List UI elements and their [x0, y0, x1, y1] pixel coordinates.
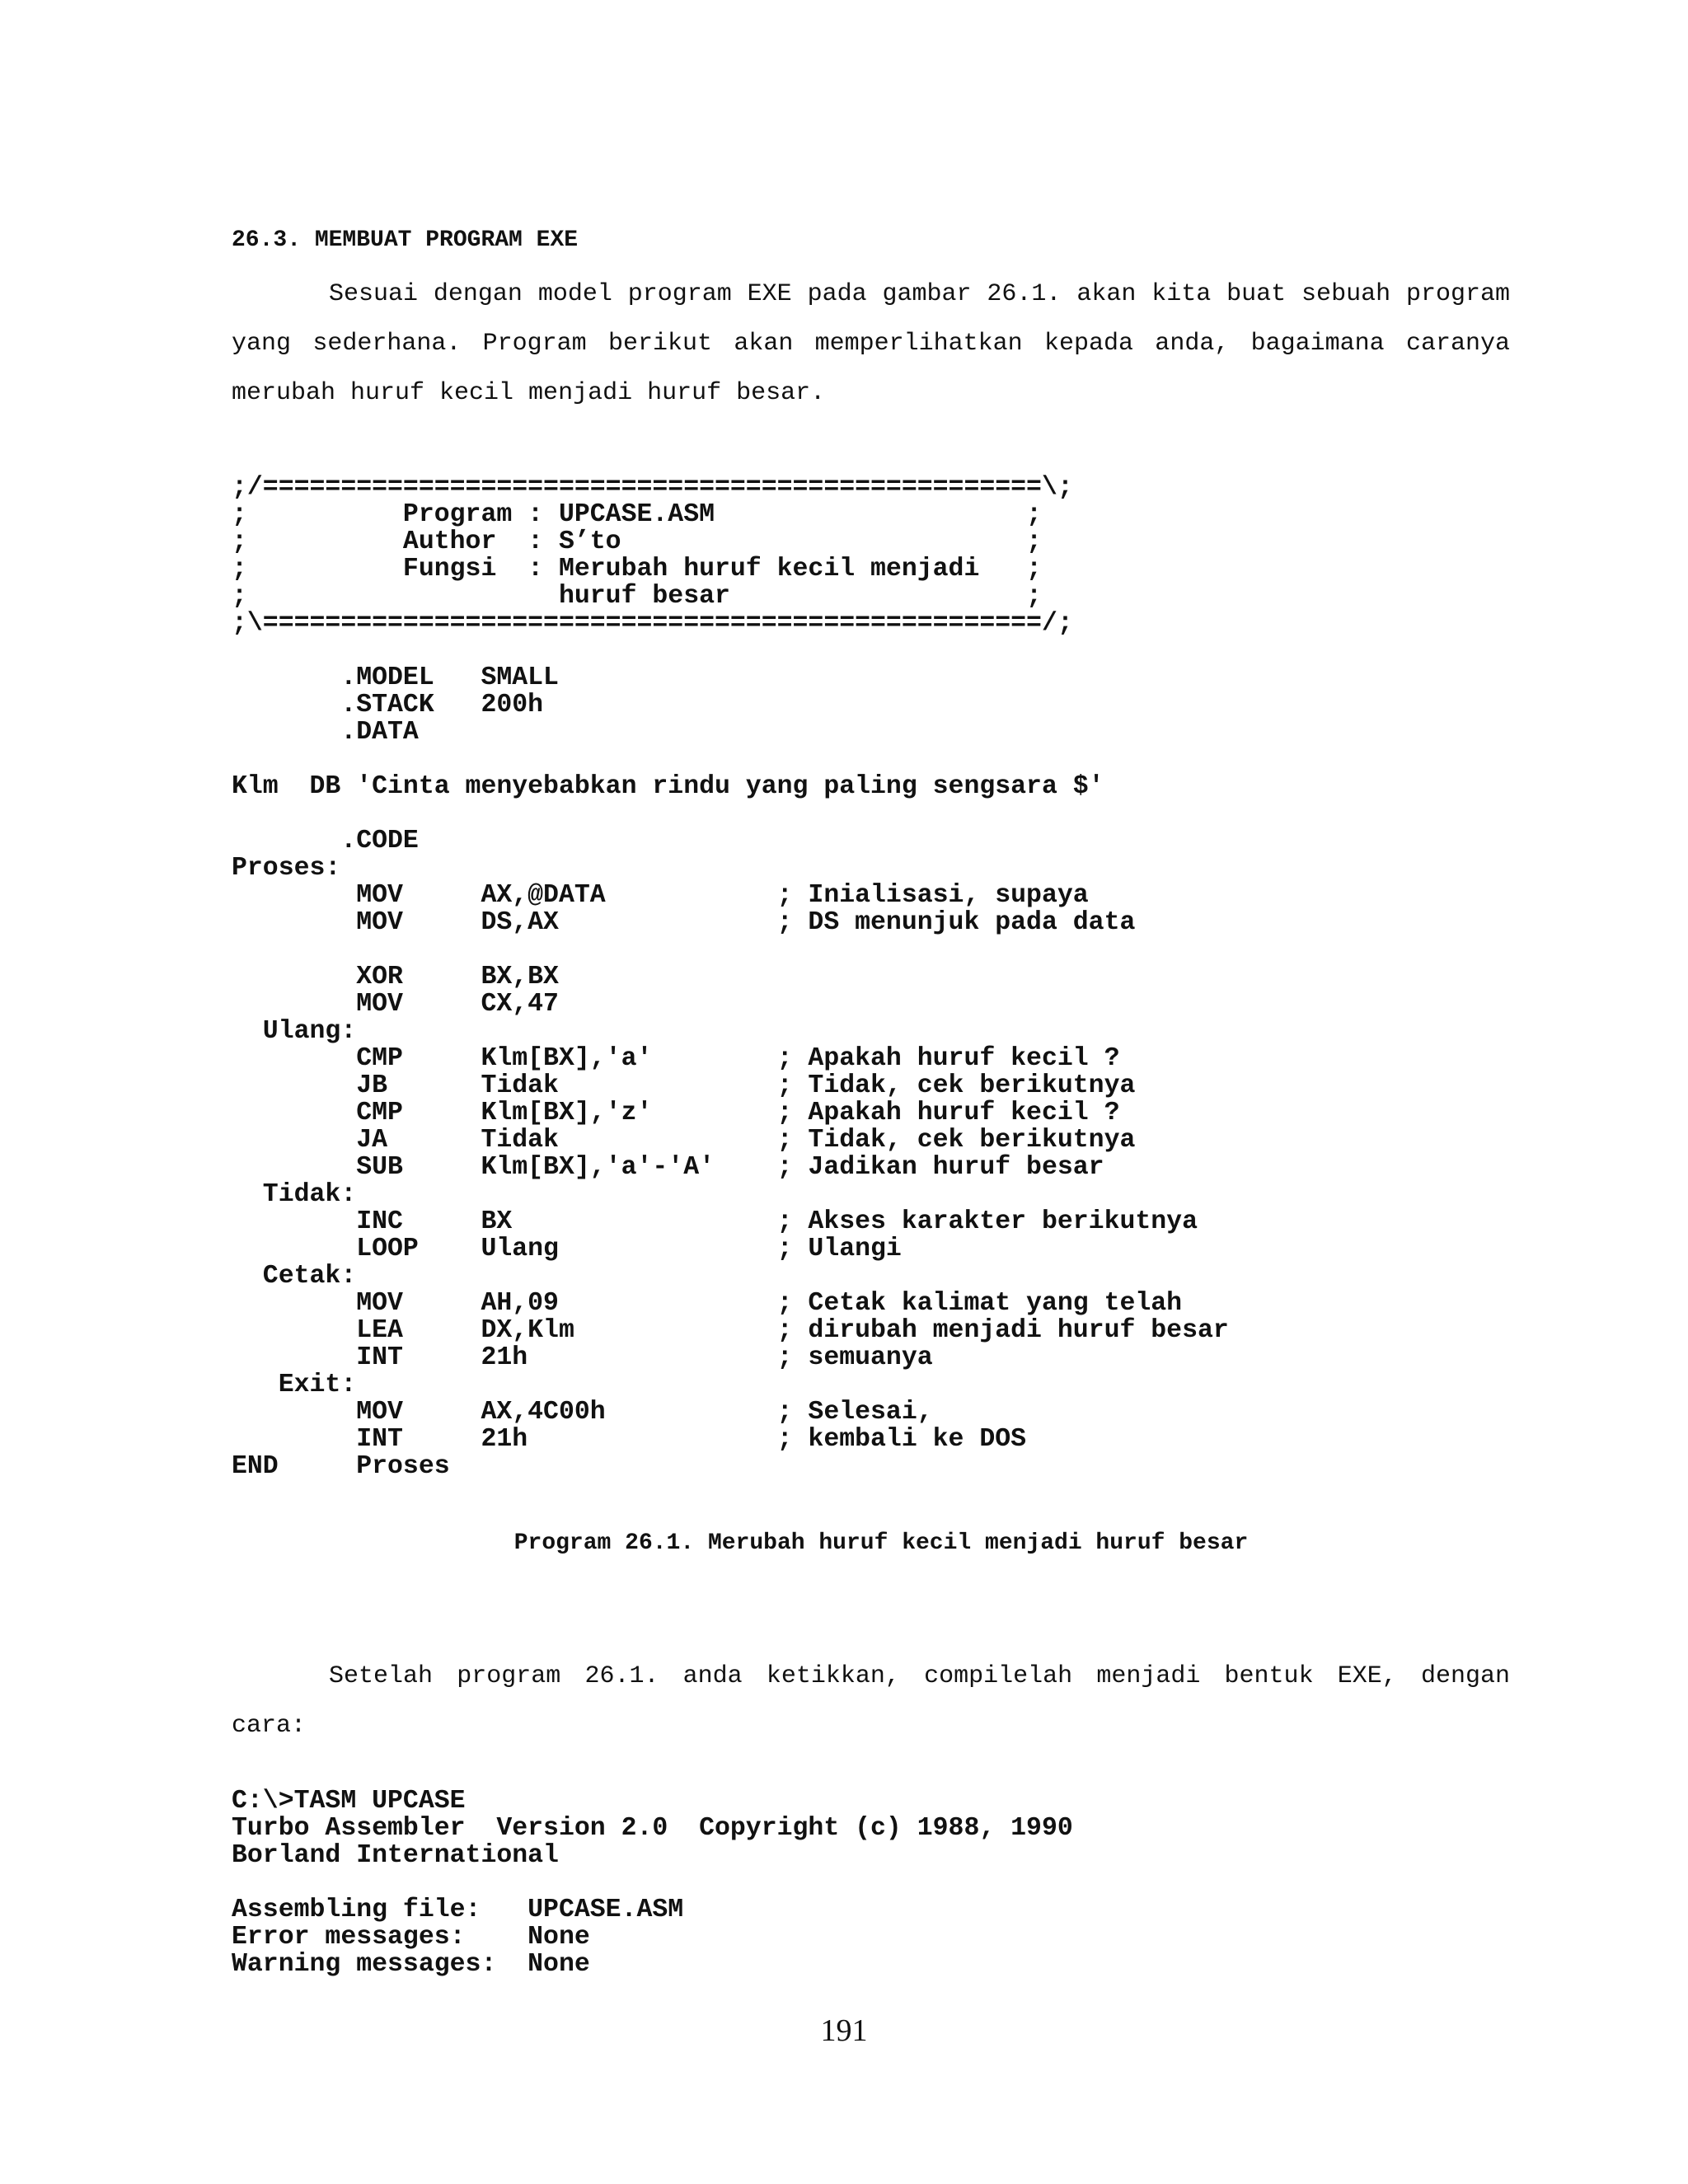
code-line: LEA DX,Klm ; dirubah menjadi huruf besar — [232, 1316, 1229, 1345]
console-line: Warning messages: None — [232, 1950, 590, 1979]
console-line — [232, 1869, 1073, 1896]
code-line: JB Tidak ; Tidak, cek berikutnya — [232, 1071, 1136, 1100]
code-line: INC BX ; Akses karakter berikutnya — [232, 1207, 1198, 1236]
console-line: C:\>TASM UPCASE — [232, 1787, 466, 1816]
code-line: Klm DB 'Cinta menyebabkan rindu yang paling sengsara $' — [232, 772, 1104, 801]
code-line: ; Program : UPCASE.ASM ; — [232, 500, 1042, 529]
intro-paragraph — [232, 269, 1510, 418]
code-line: INT 21h ; semuanya — [232, 1343, 933, 1372]
code-line: Proses: — [232, 854, 341, 883]
code-line — [232, 637, 1229, 664]
code-line: END Proses — [232, 1452, 450, 1481]
intro-paragraph-text: Sesuai dengan model program EXE pada gambar 26.1. akan kita buat sebuah program yang sederhana. Program berikut akan memperlihatkan kepada anda, bagaimana caranya merubah huruf kecil menjadi huruf besar. — [232, 280, 1510, 407]
code-line: MOV CX,47 — [232, 990, 559, 1019]
code-line: CMP Klm[BX],'z' ; Apakah huruf kecil ? — [232, 1099, 1120, 1127]
code-line — [232, 746, 1229, 773]
code-line: Cetak: — [232, 1262, 357, 1291]
code-line: MOV AX,@DATA ; Inialisasi, supaya — [232, 881, 1089, 910]
code-line: ;/==================================================\; — [232, 473, 1073, 502]
code-line: Exit: — [232, 1371, 357, 1399]
page-number: 191 — [820, 2013, 868, 2048]
code-line: LOOP Ulang ; Ulangi — [232, 1235, 902, 1263]
compile-paragraph-text: Setelah program 26.1. anda ketikkan, compilelah menjadi bentuk EXE, dengan cara: — [232, 1662, 1510, 1740]
code-line: ; Author : S’to ; — [232, 527, 1042, 556]
code-line: Tidak: — [232, 1180, 357, 1209]
console-line: Borland International — [232, 1841, 559, 1870]
code-line: MOV DS,AX ; DS menunjuk pada data — [232, 908, 1136, 937]
console-line: Assembling file: UPCASE.ASM — [232, 1896, 684, 1924]
console-line: Error messages: None — [232, 1923, 590, 1952]
program-listing — [232, 474, 1229, 1480]
code-line — [232, 936, 1229, 963]
section-heading: 26.3. MEMBUAT PROGRAM EXE — [232, 227, 579, 253]
code-line: JA Tidak ; Tidak, cek berikutnya — [232, 1126, 1136, 1155]
code-line: XOR BX,BX — [232, 963, 559, 991]
code-line: .CODE — [232, 827, 419, 855]
code-line: ; Fungsi : Merubah huruf kecil menjadi ; — [232, 555, 1042, 583]
code-line: ;\==================================================/; — [232, 609, 1073, 638]
code-line: MOV AH,09 ; Cetak kalimat yang telah — [232, 1289, 1183, 1318]
program-caption: Program 26.1. Merubah huruf kecil menjadi huruf besar — [513, 1530, 1249, 1556]
code-line: MOV AX,4C00h ; Selesai, — [232, 1398, 933, 1427]
code-line — [232, 800, 1229, 827]
code-line: Ulang: — [232, 1017, 357, 1046]
console-line: Turbo Assembler Version 2.0 Copyright (c) 1988, 1990 — [232, 1814, 1073, 1843]
code-line: .DATA — [232, 718, 419, 747]
code-line: ; huruf besar ; — [232, 582, 1042, 611]
console-output — [232, 1788, 1073, 1978]
code-line: CMP Klm[BX],'a' ; Apakah huruf kecil ? — [232, 1044, 1120, 1073]
code-line: .MODEL SMALL — [232, 663, 559, 692]
code-line: INT 21h ; kembali ke DOS — [232, 1425, 1027, 1454]
compile-paragraph — [232, 1652, 1510, 1750]
code-line: SUB Klm[BX],'a'-'A' ; Jadikan huruf besar — [232, 1153, 1104, 1182]
code-line: .STACK 200h — [232, 691, 544, 719]
